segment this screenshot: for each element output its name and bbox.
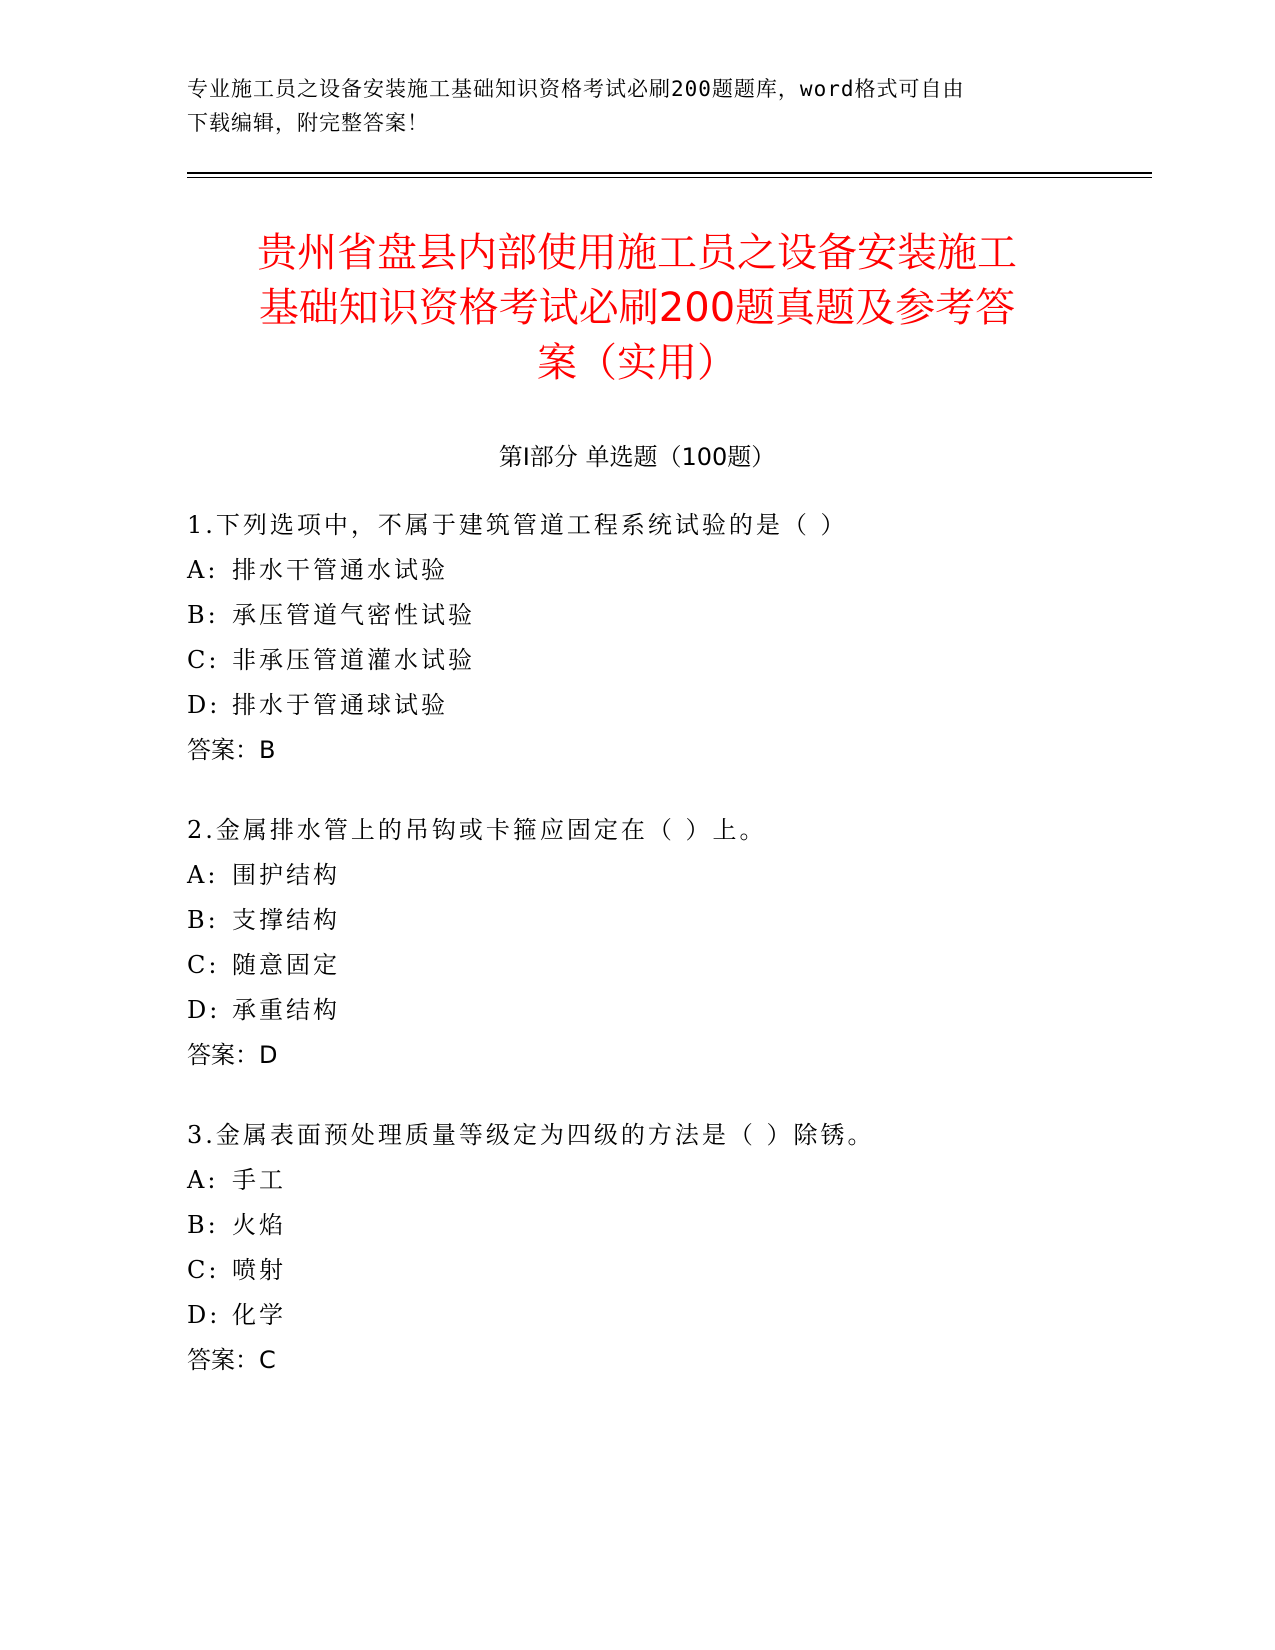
option-c (187, 943, 1087, 988)
option-text: 非承压管道灌水试验 (232, 646, 475, 674)
option-key: C: (187, 646, 220, 674)
option-text: 排水干管通水试验 (232, 556, 448, 584)
option-key: A: (187, 1166, 219, 1194)
option-b (187, 1203, 1087, 1248)
answer-value: D (259, 1041, 278, 1069)
option-d (187, 988, 1087, 1033)
question-3 (187, 1113, 1087, 1383)
answer-line (187, 728, 1087, 773)
option-key: C: (187, 1256, 220, 1284)
question-1 (187, 503, 1087, 773)
header-divider-thick (187, 172, 1152, 174)
document-title (187, 226, 1087, 391)
document-title-line-1: 贵州省盘县内部使用施工员之设备安装施工 (257, 230, 1017, 276)
option-c (187, 638, 1087, 683)
option-a (187, 1158, 1087, 1203)
option-key: B: (187, 601, 219, 629)
option-key: A: (187, 861, 219, 889)
question-stem: 2.金属排水管上的吊钩或卡箍应固定在（ ）上。 (187, 816, 767, 844)
option-key: B: (187, 1211, 219, 1239)
question-2 (187, 808, 1087, 1078)
option-text: 围护结构 (232, 861, 340, 889)
answer-label: 答案： (187, 1346, 259, 1374)
option-key: B: (187, 906, 219, 934)
question-stem: 3.金属表面预处理质量等级定为四级的方法是（ ）除锈。 (187, 1121, 875, 1149)
option-text: 排水于管通球试验 (232, 691, 448, 719)
option-key: D: (187, 996, 221, 1024)
option-text: 承重结构 (232, 996, 340, 1024)
option-text: 随意固定 (232, 951, 340, 979)
option-a (187, 548, 1087, 593)
option-text: 化学 (232, 1301, 286, 1329)
option-c (187, 1248, 1087, 1293)
option-text: 承压管道气密性试验 (232, 601, 475, 629)
question-stem: 1.下列选项中，不属于建筑管道工程系统试验的是（ ） (187, 511, 848, 539)
option-d (187, 683, 1087, 728)
option-d (187, 1293, 1087, 1338)
option-b (187, 898, 1087, 943)
answer-value: B (259, 736, 276, 764)
option-key: D: (187, 691, 221, 719)
option-key: A: (187, 556, 219, 584)
option-key: C: (187, 951, 220, 979)
answer-value: C (259, 1346, 276, 1374)
header-divider-thin (187, 177, 1152, 178)
option-text: 喷射 (232, 1256, 286, 1284)
header-note-line-2: 下载编辑，附完整答案！ (187, 111, 429, 135)
answer-line (187, 1033, 1087, 1078)
answer-label: 答案： (187, 736, 259, 764)
document-title-line-2: 基础知识资格考试必刷200题真题及参考答 (258, 285, 1016, 331)
section-heading: 第Ⅰ部分 单选题（100题） (498, 443, 776, 471)
option-text: 火焰 (232, 1211, 286, 1239)
answer-line (187, 1338, 1087, 1383)
option-b (187, 593, 1087, 638)
option-text: 支撑结构 (232, 906, 340, 934)
option-a (187, 853, 1087, 898)
document-title-line-3: 案（实用） (537, 340, 737, 386)
answer-label: 答案： (187, 1041, 259, 1069)
header-note-line-1: 专业施工员之设备安装施工基础知识资格考试必刷200题题库，word格式可自由 (187, 77, 965, 101)
header-note (187, 72, 1067, 140)
option-key: D: (187, 1301, 221, 1329)
option-text: 手工 (232, 1166, 286, 1194)
